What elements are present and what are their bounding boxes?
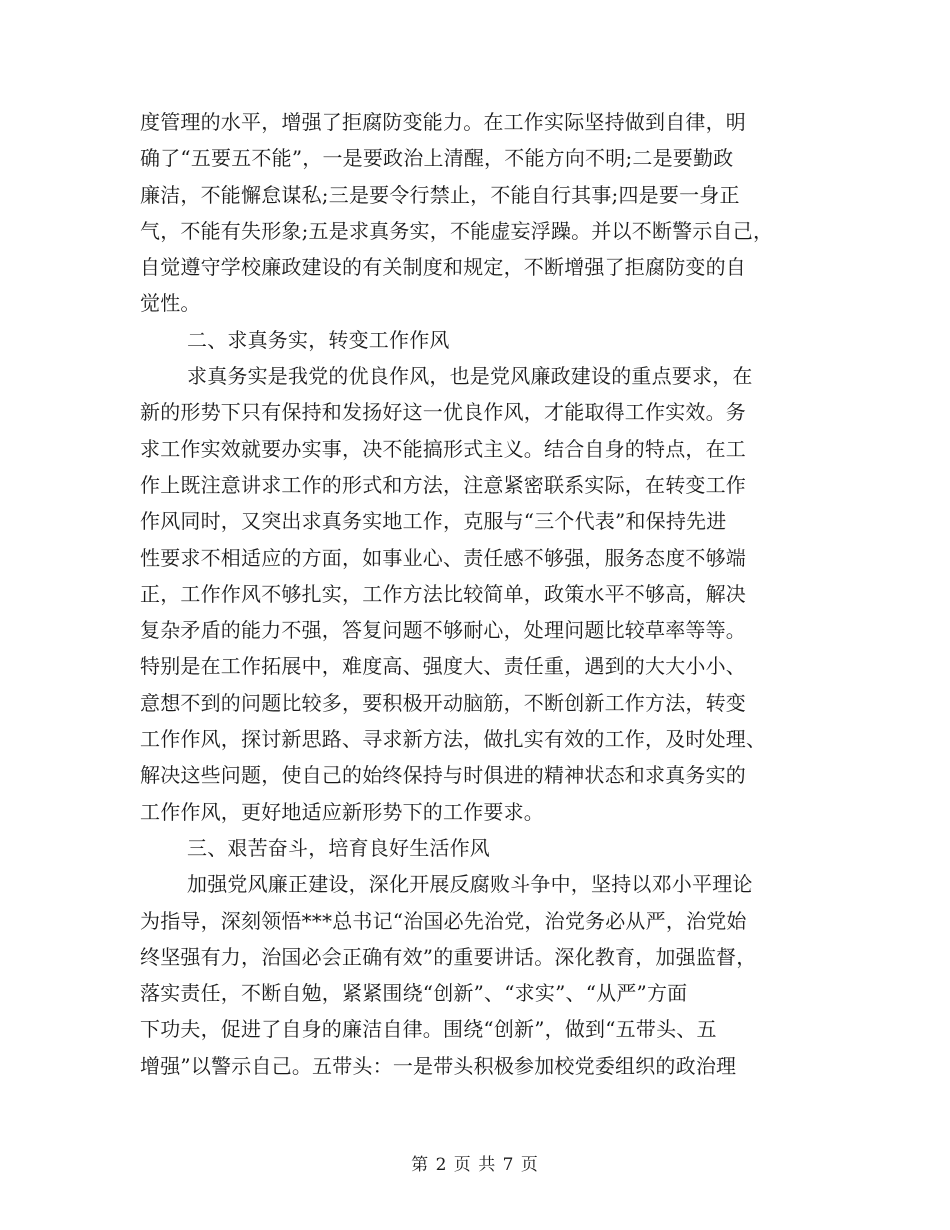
text-line: 性要求不相适应的方面，如事业心、责任感不够强，服务态度不够端 [140, 545, 746, 570]
text-line: 度管理的水平，增强了拒腐防变能力。在工作实际坚持做到自律，明 [140, 110, 746, 134]
text-line: 二、求真务实，转变工作作风 [187, 327, 450, 352]
text-line: 新的形势下只有保持和发扬好这一优良作风，才能取得工作实效。务 [140, 400, 746, 425]
text-line: 气，不能有失形象;五是求真务实，不能虚妄浮躁。并以不断警示自己， [140, 218, 774, 243]
text-line: 求真务实是我党的优良作风，也是党风廉政建设的重点要求，在 [187, 364, 753, 389]
text-line: 工作作风，探讨新思路、寻求新方法，做扎实有效的工作，及时处理、 [140, 727, 767, 752]
text-line: 作上既注意讲求工作的形式和方法，注意紧密联系实际，在转变工作 [140, 472, 746, 497]
text-line: 正，工作作风不够扎实，工作方法比较简单，政策水平不够高，解决 [140, 581, 746, 606]
text-line: 确了“五要五不能”，一是要政治上清醒，不能方向不明;二是要勤政 [140, 146, 734, 171]
text-line: 三、艰苦奋斗，培育良好生活作风 [187, 835, 490, 860]
page-number-footer: 第 2 页 共 7 页 [411, 1155, 539, 1175]
text-line: 意想不到的问题比较多，要积极开动脑筋，不断创新工作方法，转变 [140, 690, 746, 715]
text-line: 为指导，深刻领悟***总书记“治国必先治党，治党务必从严，治党始 [140, 908, 747, 933]
text-line: 复杂矛盾的能力不强，答复问题不够耐心，处理问题比较草率等等。 [140, 618, 746, 643]
text-line: 作风同时，又突出求真务实地工作，克服与“三个代表”和保持先进 [140, 509, 727, 534]
text-line: 加强党风廉正建设，深化开展反腐败斗争中，坚持以邓小平理论 [187, 872, 753, 897]
text-line: 廉洁，不能懈怠谋私;三是要令行禁止，不能自行其事;四是要一身正 [140, 182, 740, 207]
text-line: 求工作实效就要办实事，决不能搞形式主义。结合自身的特点，在工 [140, 436, 746, 461]
text-line: 工作作风，更好地适应新形势下的工作要求。 [140, 799, 544, 824]
text-line: 终坚强有力，治国必会正确有效”的重要讲话。深化教育，加强监督， [140, 944, 757, 969]
text-line: 增强”以警示自己。五带头：一是带头积极参加校党委组织的政治理 [140, 1053, 737, 1078]
text-line: 解决这些问题，使自己的始终保持与时俱进的精神状态和求真务实的 [140, 763, 746, 788]
text-line: 自觉遵守学校廉政建设的有关制度和规定，不断增强了拒腐防变的自 [140, 255, 746, 280]
text-line: 觉性。 [140, 291, 201, 316]
text-line: 下功夫，促进了自身的廉洁自律。围绕“创新”，做到“五带头、五 [140, 1017, 717, 1042]
text-line: 特别是在工作拓展中，难度高、强度大、责任重，遇到的大大小小、 [140, 654, 746, 679]
document-body [140, 104, 810, 1084]
text-line: 落实责任，不断自勉，紧紧围绕“创新”、“求实”、“从严”方面 [140, 981, 688, 1006]
